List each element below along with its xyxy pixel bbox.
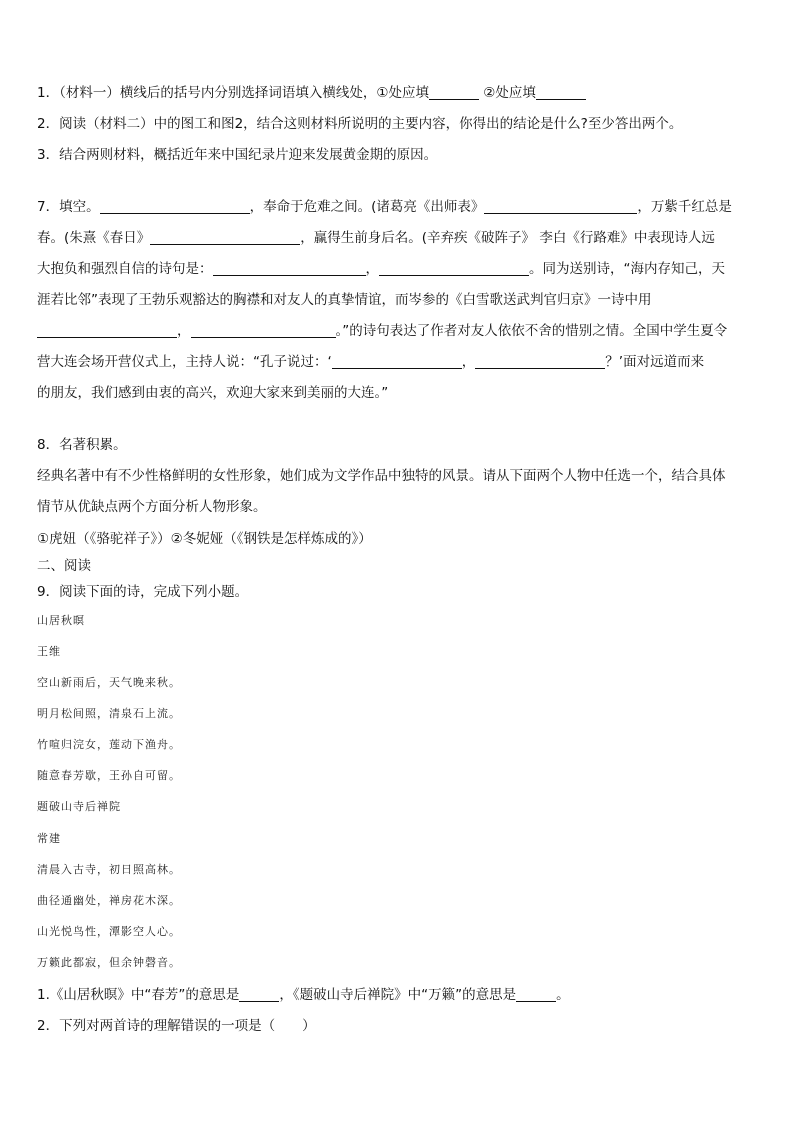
question-8-line-3: ①虎妞（《骆驼祥子》）②冬妮娅（《钢铁是怎样炼成的》） bbox=[37, 531, 372, 547]
poem-2-line: 清晨入古寺，初日照高林。 bbox=[37, 863, 181, 876]
poem-1-line: 空山新雨后，天气晚来秋。 bbox=[37, 676, 181, 689]
question-text: 春。(朱熹《春日》 bbox=[37, 230, 151, 246]
question-7-line-2 bbox=[37, 229, 759, 247]
question-text: ，赢得生前身后名。(辛弃疾《破阵子》 李白《行路难》中表现诗人远 bbox=[300, 230, 715, 246]
poem-1-line: 明月松间照，清泉石上流。 bbox=[37, 707, 181, 720]
question-text: 1．（材料一）横线后的括号内分别选择词语填入横线处，①处应填 bbox=[37, 85, 429, 101]
question-text: ，奉命于危难之间。(诸葛亮《出师表》 bbox=[249, 199, 485, 215]
answer-blank[interactable] bbox=[100, 199, 250, 214]
question-9-title: 9．阅读下面的诗，完成下列小题。 bbox=[37, 584, 249, 600]
question-text: 大抱负和强烈自信的诗句是： bbox=[37, 261, 213, 277]
poem-2-line: 万籁此都寂，但余钟磬音。 bbox=[37, 956, 181, 969]
question-text: 营大连会场开营仪式上，主持人说：“孔子说过：‘ bbox=[37, 354, 332, 370]
answer-blank[interactable] bbox=[484, 199, 637, 214]
question-text: 7．填空。 bbox=[37, 199, 100, 215]
question-text: 1.《山居秋暝》中“春芳”的意思是 bbox=[37, 987, 240, 1003]
poem-2-title: 题破山寺后禅院 bbox=[37, 800, 121, 813]
poem-1-line: 随意春芳歇，王孙自可留。 bbox=[37, 769, 181, 782]
question-material-1 bbox=[37, 84, 759, 102]
question-7-line-3 bbox=[37, 260, 759, 278]
question-9-sub-2: 2．下列对两首诗的理解错误的一项是（ ） bbox=[37, 1018, 316, 1034]
question-7-line-4: 涯若比邻”表现了王勃乐观豁达的胸襟和对友人的真挚情谊，而岑参的《白雪歌送武判官归京》一诗中用 bbox=[37, 292, 652, 308]
question-text: 。同为送别诗，“海内存知己，天 bbox=[529, 261, 725, 277]
answer-blank[interactable] bbox=[332, 354, 462, 369]
question-text: ， bbox=[461, 354, 476, 370]
answer-blank[interactable] bbox=[475, 354, 605, 369]
question-text: ，万紫千红总是 bbox=[637, 199, 732, 215]
answer-blank[interactable] bbox=[239, 987, 279, 1002]
answer-blank[interactable] bbox=[379, 261, 529, 276]
question-text: ，《题破山寺后禅院》中“万籁”的意思是 bbox=[279, 987, 517, 1003]
answer-blank[interactable] bbox=[536, 85, 586, 100]
answer-blank[interactable] bbox=[429, 85, 479, 100]
question-material-2: 2．阅读（材料二）中的图工和图2，结合这则材料所说明的主要内容，你得出的结论是什么?至少答出两个。 bbox=[37, 116, 683, 132]
poem-2-line: 曲径通幽处，禅房花木深。 bbox=[37, 894, 181, 907]
question-text: ？’面对远道而来 bbox=[605, 354, 705, 370]
question-7-line-5 bbox=[37, 322, 759, 340]
question-8-title: 8．名著积累。 bbox=[37, 437, 127, 453]
poem-1-title: 山居秋暝 bbox=[37, 614, 85, 627]
poem-1-line: 竹喧归浣女，莲动下渔舟。 bbox=[37, 738, 181, 751]
question-material-3: 3．结合两则材料，概括近年来中国纪录片迎来发展黄金期的原因。 bbox=[37, 147, 438, 163]
question-text: ， bbox=[365, 261, 379, 277]
answer-blank[interactable] bbox=[37, 323, 177, 338]
question-text: 。”的诗句表达了作者对友人依依不舍的惜别之情。全国中学生夏令 bbox=[335, 323, 728, 339]
question-text: 。 bbox=[556, 987, 570, 1003]
question-8-line-1: 经典名著中有不少性格鲜明的女性形象，她们成为文学作品中独特的风景。请从下面两个人物中任选一个，结合具体 bbox=[37, 468, 726, 484]
question-9-sub-1 bbox=[37, 986, 759, 1004]
answer-blank[interactable] bbox=[516, 987, 556, 1002]
poem-2-line: 山光悦鸟性，潭影空人心。 bbox=[37, 925, 181, 938]
question-7-line-6 bbox=[37, 353, 759, 371]
answer-blank[interactable] bbox=[150, 230, 300, 245]
poem-2-author: 常建 bbox=[37, 832, 61, 845]
question-8-line-2: 情节从优缺点两个方面分析人物形象。 bbox=[37, 499, 267, 515]
answer-blank[interactable] bbox=[191, 323, 336, 338]
question-text: ， bbox=[177, 323, 191, 339]
question-7-line-1 bbox=[37, 198, 759, 216]
poem-1-author: 王维 bbox=[37, 645, 61, 658]
question-text: ②处应填 bbox=[478, 85, 536, 101]
section-heading-reading: 二、阅读 bbox=[37, 558, 91, 574]
answer-blank[interactable] bbox=[213, 261, 366, 276]
question-7-line-7: 的朋友，我们感到由衷的高兴，欢迎大家来到美丽的大连。” bbox=[37, 385, 389, 401]
